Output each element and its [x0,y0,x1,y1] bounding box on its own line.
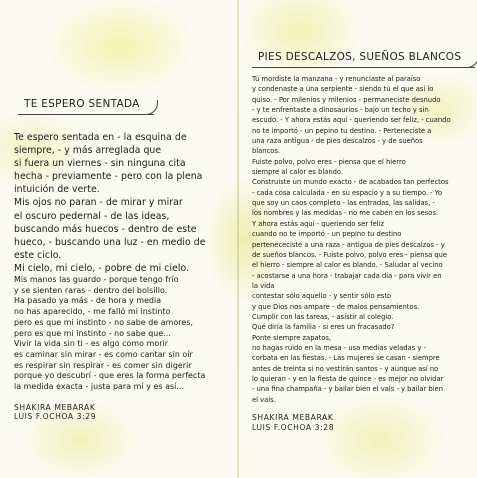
lyric-line: Vivir la vida sin ti - es algo como morir [14,339,169,349]
lyric-line: la vida [252,281,275,290]
title-underline [252,67,475,68]
lyric-line: pero es que mi instinto - no sabe que... [14,328,171,338]
lyric-line: y se sienten raras - dentro del bolsillo. [14,285,168,295]
lyric-line: intuición de verte. [14,184,100,196]
credit-line: LUIS F.OCHOA 3:29 [14,412,97,422]
lyric-line: de sueños blancos. - Fuiste polvo, polvo eres - piensa que [252,250,448,259]
lyric-line: - y te enfrentaste a dinosaurios - bajo un techo y sin [252,106,429,115]
title-underline [18,114,154,115]
lyric-line: Mis ojos no paran - de mirar y mirar [14,197,183,209]
credit-line: SHAKIRA MEBARAK [252,413,334,422]
lyric-line: el hierro - siempre al calor es blando. - Saludar al vecino [252,261,443,270]
lyrics-block [14,131,232,393]
lyric-line: Cumplir con las tareas, - asistir al colegio. [252,312,394,321]
lyric-line: Fuiste polvo, polvo eres - piensa que el hierro [252,157,406,166]
song-title: TE ESPERO SENTADA [24,98,140,110]
song-title-frame [252,47,471,68]
lyric-line: siempre al calor es blando. [252,168,344,177]
song-title: PIES DESCALZOS, SUEÑOS BLANCOS [258,51,462,63]
title-curl [466,53,477,68]
lyric-line: el oscuro pedernal - de las ideas, [14,210,170,222]
lyric-line: - cada cosa calculada - en su espacio y a su tiempo. - Yo [252,188,443,197]
lyric-line: la medida exacta - justa para mí y es así... [14,382,185,392]
lyric-line: - acostarse a una hora - trabajar cada día - para vivir en [252,271,442,280]
lyric-line: corbata en las fiestas. - Las mujeres se casan - siempre [252,354,440,363]
lyric-line: escudo. - Y ahora estás aquí - queriendo ser feliz, - cuando [252,116,451,125]
lyric-line: una raza antigua - de pies descalzos - y de sueños [252,137,423,146]
songwriter-credits [252,413,466,432]
lyric-line: quiso. - Por milenios y milenios - permaneciste desnudo [252,95,441,104]
lyric-line: es respirar sin respirar - es comer sin digerir [14,360,192,370]
lyric-line: si fuera un viernes - sin ninguna cita [14,158,186,170]
lyric-line: antes de treinta si no vestirán santos - y aunque así no [252,364,439,373]
lyric-line: lo quieran - y en la fiesta de quince - es mejor no olvidar [252,374,444,383]
lyric-line: cuando no te importó - un pepino tu destino [252,230,402,239]
lyric-line: Te espero sentada en - la esquina de [14,132,187,143]
lyric-line: el vals. [252,395,276,404]
lyric-line: y condenaste a una serpiente - siendo tú el que así lo [252,85,434,94]
lyric-line: buscando más huecos - dentro de este [14,223,197,235]
lyric-line: hecha - previamente - pero con la plena [14,171,203,183]
lyric-line: y que Dios nos ampare - de malos pensamientos. [252,302,420,311]
lyric-line: que soy un caos completo - las entradas, las salidas, - [252,199,435,208]
songwriter-credits [14,403,232,422]
song-title-frame [18,94,150,115]
lyric-line: no hagas ruido en la mesa - usa medias veladas y - [252,343,426,352]
credit-line: SHAKIRA MEBARAK [14,402,96,412]
credit-line: LUIS F.OCHOA 3:28 [252,422,335,432]
lyric-line: - una fina champaña - y bailar bien el vals - y bailar bien [252,385,443,394]
lyric-line: Ponte siempre zapatos, [252,333,332,342]
lyric-line: no te importó - un pepino tu destino. - Perteneciste a [252,126,432,135]
lyric-line: Construiste un mundo exacto - de acabados tan perfectos [252,178,449,187]
lyric-line: los nombres y las medidas - no me caben en los sesos. [252,209,439,218]
lyric-line: Mi cielo, mi cielo, - pobre de mi cielo. [14,262,190,274]
lyric-line: hueco, - buscando una luz - en medio de [14,236,206,248]
lyric-line: Tú mordiste la manzana - y renunciaste al paraíso [252,75,421,83]
lyric-line: este ciclo. [14,249,62,261]
lyric-line: Mis manos las guardo - porque tengo frío [14,275,179,285]
lyrics-block [252,74,466,405]
song-te-espero-sentada [14,94,232,422]
lyric-line: Qué diría la familia - si eres un fracasado? [252,323,395,332]
lyric-line: no has aparecido, - me falló mi instinto [14,307,171,317]
lyric-line: Ha pasado ya más - de hora y media [14,296,162,306]
title-curl [145,100,158,115]
lyric-line: blancos. [252,147,281,156]
lyric-line: es caminar sin mirar - es como cantar sin oír [14,349,193,359]
booklet-fold [237,0,239,478]
lyric-line: pero es que mi instinto - no sabe de amores, [14,317,193,327]
lyric-line: contestar sólo aquello - y sentir sólo esto [252,292,392,301]
lyric-line: pertenececiste a una raza - antigua de pies descalzos - y [252,240,445,249]
lyric-line: porque yo descubrí - que eres la forma perfecta [14,371,206,381]
lyric-line: Y ahora estás aquí - queriendo ser feliz [252,219,385,228]
lyric-line: siempre, - y más arreglada que [14,145,162,157]
song-pies-descalzos [252,47,466,432]
